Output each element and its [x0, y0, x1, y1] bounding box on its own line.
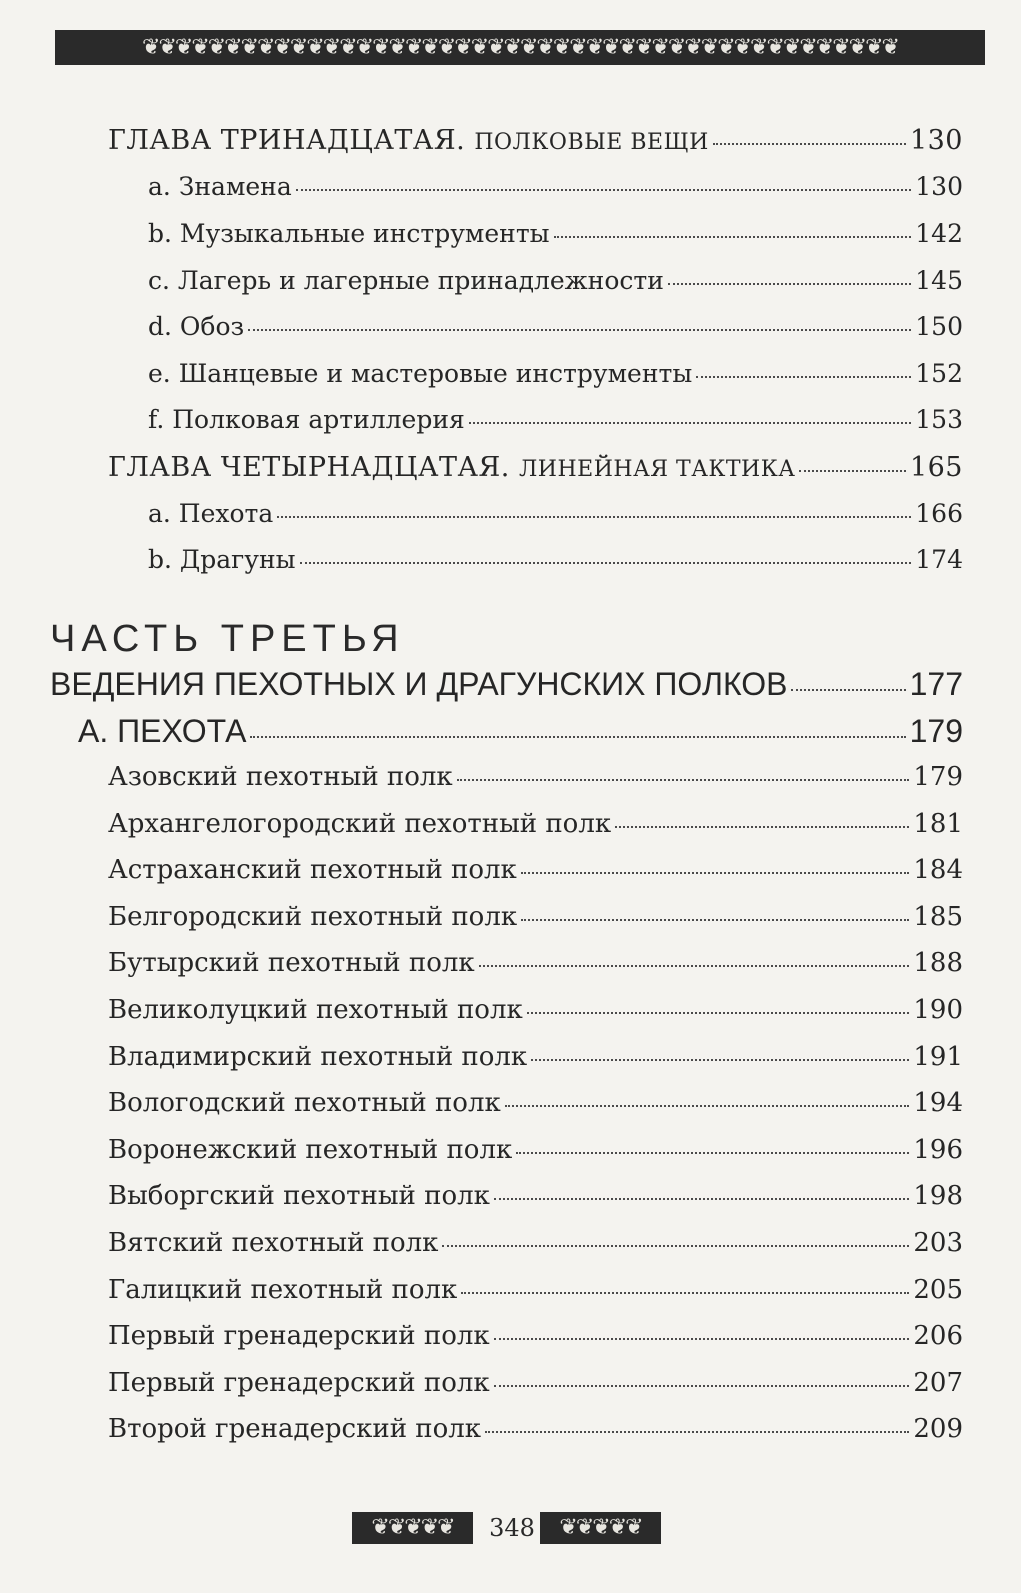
regiment-label: Великолуцкий пехотный полк — [108, 995, 523, 1025]
regiment-label: Азовский пехотный полк — [108, 762, 453, 792]
regiment-entry[interactable] — [108, 1414, 963, 1444]
page-number: 194 — [913, 1088, 963, 1119]
regiment-label: Бутырский пехотный полк — [108, 948, 475, 979]
toc-item[interactable] — [148, 405, 963, 434]
dot-leader — [494, 1184, 909, 1200]
toc-item-label: f. Полковая артиллерия — [148, 405, 465, 434]
header-ornament — [55, 30, 985, 65]
dot-leader — [469, 408, 912, 424]
dot-leader — [300, 548, 912, 564]
dot-leader — [442, 1231, 909, 1247]
toc-item-label: d. Обоз — [148, 312, 245, 341]
regiment-entry[interactable] — [108, 1088, 963, 1118]
dot-leader — [696, 362, 911, 378]
section-title: А. ПЕХОТА — [78, 713, 247, 749]
ornament-icon: ❦❦❦❦❦❦❦❦❦❦❦❦❦❦❦❦❦❦❦❦❦❦❦❦❦❦❦❦❦❦❦❦❦❦❦❦❦❦❦❦❦❦❦❦❦❦ — [142, 34, 898, 60]
toc-part-subtitle[interactable] — [50, 666, 963, 703]
page-number: 179 — [913, 762, 963, 792]
page-number: 198 — [913, 1181, 963, 1212]
dot-leader — [615, 811, 909, 827]
page-number: 142 — [915, 219, 963, 248]
dot-leader — [277, 502, 911, 518]
page-number: 150 — [915, 312, 963, 341]
dot-leader — [457, 765, 910, 781]
toc-item-label: b. Музыкальные инструменты — [148, 219, 550, 248]
toc-item[interactable] — [148, 499, 963, 528]
toc-item[interactable] — [148, 312, 963, 341]
page-number: 166 — [915, 499, 963, 528]
toc-item[interactable] — [148, 266, 963, 295]
page-number: 130 — [915, 172, 963, 201]
toc-item[interactable] — [148, 359, 963, 388]
dot-leader — [713, 128, 906, 145]
toc-item-label: a. Пехота — [148, 499, 274, 528]
regiment-entry[interactable] — [108, 995, 963, 1025]
dot-leader — [516, 1138, 909, 1154]
regiment-label: Вологодский пехотный полк — [108, 1088, 501, 1119]
page-number: 153 — [915, 405, 963, 434]
toc-item[interactable] — [148, 545, 963, 574]
dot-leader — [479, 951, 910, 967]
regiment-entry[interactable] — [108, 1368, 963, 1398]
regiment-entry[interactable] — [108, 902, 963, 932]
toc-item[interactable] — [148, 172, 963, 201]
part-title: ЧАСТЬ ТРЕТЬЯ — [50, 618, 405, 660]
page-number: 185 — [913, 901, 963, 932]
ornament-icon: ❦❦❦❦❦ — [559, 1515, 642, 1540]
page-number: 184 — [913, 855, 963, 886]
toc-item[interactable] — [148, 219, 963, 248]
dot-leader — [485, 1417, 909, 1433]
regiment-entry[interactable] — [108, 1275, 963, 1305]
toc-item-label: a. Знамена — [148, 172, 292, 201]
regiment-entry[interactable] — [108, 762, 963, 792]
page-number: 181 — [913, 808, 963, 839]
dot-leader — [505, 1091, 910, 1107]
page-number: 203 — [913, 1228, 963, 1258]
chapter-title-main: ГЛАВА ЧЕТЫРНАДЦАТАЯ. — [108, 452, 510, 483]
dot-leader — [296, 175, 912, 191]
regiment-entry[interactable] — [108, 1181, 963, 1211]
page-number: 165 — [909, 452, 963, 483]
regiment-label: Воронежский пехотный полк — [108, 1134, 513, 1165]
toc-chapter-13[interactable] — [108, 125, 963, 156]
dot-leader — [494, 1371, 910, 1387]
ornament-icon: ❦❦❦❦❦ — [371, 1515, 454, 1540]
dot-leader — [521, 905, 909, 921]
footer-ornament-right — [540, 1512, 661, 1544]
chapter-title-sub: ЛИНЕЙНАЯ ТАКТИКА — [518, 457, 796, 482]
chapter-title — [108, 125, 709, 156]
dot-leader — [531, 1044, 909, 1060]
footer-ornament-left — [352, 1512, 473, 1544]
regiment-label: Белгородский пехотный полк — [108, 901, 518, 932]
regiment-entry[interactable] — [108, 1228, 963, 1258]
page-number: 205 — [913, 1274, 963, 1305]
page-number: 209 — [913, 1414, 963, 1445]
regiment-entry[interactable] — [108, 948, 963, 978]
toc-item-label: c. Лагерь и лагерные принадлежности — [148, 266, 664, 295]
page-number: 191 — [913, 1041, 963, 1072]
page-number: 179 — [909, 713, 963, 749]
regiment-label: Выборгский пехотный полк — [108, 1181, 490, 1212]
regiment-label: Архангелогородский пехотный полк — [108, 808, 612, 839]
toc-item-label: e. Шанцевые и мастеровые инструменты — [148, 359, 693, 388]
regiment-entry[interactable] — [108, 1042, 963, 1072]
page-number: 207 — [913, 1367, 963, 1398]
page-number: 177 — [909, 666, 963, 702]
toc-section-a[interactable] — [78, 713, 963, 750]
dot-leader — [248, 315, 911, 331]
page-number: 206 — [913, 1321, 963, 1352]
toc-item-label: b. Драгуны — [148, 545, 296, 574]
chapter-title — [108, 452, 795, 483]
chapter-title-main: ГЛАВА ТРИНАДЦАТАЯ. — [108, 125, 466, 156]
regiment-label: Второй гренадерский полк — [108, 1414, 482, 1445]
page-number: 174 — [915, 545, 963, 574]
page-number: 188 — [913, 948, 963, 979]
regiment-entry[interactable] — [108, 1135, 963, 1165]
page-number: 145 — [915, 266, 963, 295]
dot-leader — [527, 998, 910, 1014]
regiment-label: Первый гренадерский полк — [108, 1367, 490, 1398]
dot-leader — [554, 222, 912, 238]
dot-leader — [668, 269, 911, 285]
dot-leader — [791, 671, 905, 691]
dot-leader — [799, 455, 906, 472]
page-number: 196 — [913, 1134, 963, 1165]
dot-leader — [250, 718, 905, 738]
regiment-entry[interactable] — [108, 855, 963, 885]
toc-chapter-14[interactable] — [108, 452, 963, 483]
page-number: 130 — [909, 125, 963, 156]
dot-leader — [494, 1324, 910, 1340]
page-number: 190 — [913, 995, 963, 1025]
regiment-label: Галицкий пехотный полк — [108, 1274, 458, 1305]
regiment-entry[interactable] — [108, 1321, 963, 1351]
dot-leader — [521, 858, 910, 874]
regiment-label: Вятский пехотный полк — [108, 1228, 439, 1258]
regiment-label: Владимирский пехотный полк — [108, 1041, 528, 1072]
regiment-label: Первый гренадерский полк — [108, 1321, 490, 1352]
chapter-title-sub: ПОЛКОВЫЕ ВЕЩИ — [474, 130, 709, 155]
part-subtitle: ВЕДЕНИЯ ПЕХОТНЫХ И ДРАГУНСКИХ ПОЛКОВ — [50, 666, 788, 702]
page-number: 152 — [915, 359, 963, 388]
dot-leader — [461, 1277, 909, 1293]
regiment-entry[interactable] — [108, 809, 963, 839]
folio: 348 — [489, 1514, 535, 1542]
regiment-label: Астраханский пехотный полк — [108, 855, 517, 886]
